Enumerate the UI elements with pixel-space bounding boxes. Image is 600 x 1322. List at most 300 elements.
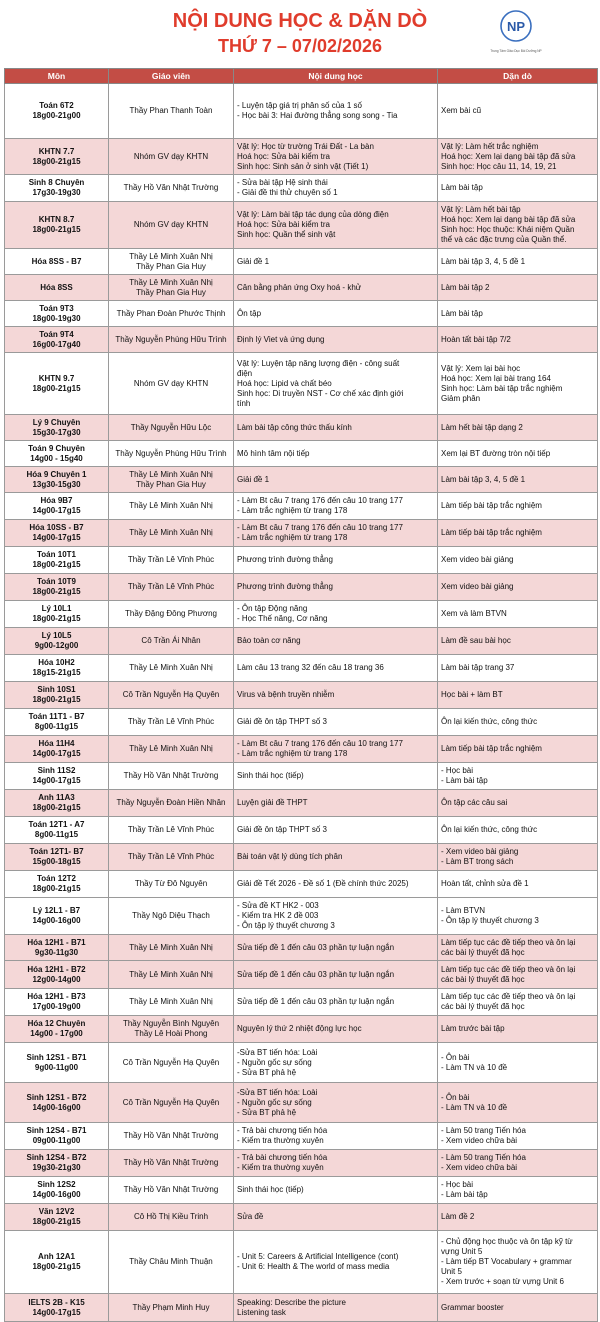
homework-cell [438,547,598,574]
subject-cell-line: Hóa 8SS - B7 [31,256,82,266]
content-cell-line: - Unit 5: Careers & Artificial Intelligence (cont) [237,1252,399,1261]
table-row [5,763,598,790]
table-row [5,249,598,275]
subject-cell-line: Sinh 8 Chuyên [28,178,85,187]
teacher-cell-line: Thầy Hồ Văn Nhật Trường [123,1131,219,1140]
teacher-cell [109,935,234,961]
content-cell-line: - Làm Bt câu 7 trang 176 đến câu 10 trang 177 [237,523,403,532]
subject-cell-line: Lý 10L5 [41,631,72,640]
subject-cell [5,327,109,353]
homework-cell [438,574,598,601]
teacher-cell-line: Thầy Nguyễn Bình Nguyên [122,1019,220,1028]
homework-cell-line: - Xem trước + soạn từ vựng Unit 6 [441,1277,564,1286]
content-cell-line: - Sửa BT phả hệ [237,1107,297,1117]
content-cell-line: Vật lý: Làm bài tập tác dụng của dòng điện [237,210,389,219]
subject-cell-line: 18g00-21g15 [32,225,81,234]
content-cell-line: điện [237,368,253,378]
subject-cell-line: 17g00-19g00 [32,1002,81,1011]
teacher-cell-line: Nhóm GV dạy KHTN [133,220,209,229]
homework-cell [438,898,598,935]
table-row [5,1043,598,1083]
subject-cell-line: Sinh 12S1 - B72 [26,1092,87,1102]
content-cell-line: -Sửa BT tiến hóa: Loài [237,1087,318,1097]
subject-cell-line: 18g15-21g15 [32,668,81,677]
subject-cell [5,493,109,520]
content-cell [234,574,438,601]
table-row [5,790,598,817]
subject-cell-line: 18g00-19g30 [32,313,81,323]
subject-cell [5,655,109,682]
subject-cell [5,989,109,1016]
content-cell [234,1043,438,1083]
table-row [5,520,598,547]
homework-cell-line: các bài lý thuyết đã học [441,974,525,984]
homework-cell-line: - Làm 50 trang Tiến hóa [441,1126,526,1135]
subject-cell-line: Hóa 12H1 - B72 [27,964,86,974]
subject-cell-line: Toán 12T2 [37,874,76,883]
subject-cell [5,601,109,628]
homework-cell [438,275,598,301]
teacher-cell [109,1083,234,1123]
subject-cell [5,1294,109,1322]
content-cell [234,736,438,763]
subject-cell-line: Anh 11A3 [38,793,75,802]
homework-cell [438,467,598,493]
teacher-cell [109,1043,234,1083]
homework-cell-line: Vật lý: Xem lại bài học [441,363,521,373]
subject-cell-line: 18g00-21g15 [32,587,81,596]
table-row [5,1016,598,1043]
schedule-table [4,68,598,1322]
homework-cell-line: Làm trước bài tập [441,1024,505,1033]
content-cell-line: Speaking: Describe the picture [237,1297,346,1307]
teacher-cell-line: Nhóm GV dạy KHTN [133,378,209,388]
homework-cell-line: Làm bài tập trang 37 [441,663,515,672]
homework-cell-line: Xem video bài giảng [441,582,514,591]
teacher-cell [109,871,234,898]
subject-cell-line: 12g00-14g00 [32,974,81,984]
subject-cell [5,871,109,898]
table-row [5,353,598,415]
table-row [5,139,598,175]
homework-cell-line: Xem và làm BTVN [441,609,507,618]
homework-cell-line: Hoá học: Xem lại bài trang 164 [441,373,551,383]
teacher-cell-line: Thầy Lê Minh Xuân Nhị [129,251,213,261]
content-cell-line: Listening task [237,1307,286,1317]
homework-cell-line: Hoá học: Xem lại dạng bài tập đã sửa [441,151,576,161]
subject-cell [5,1150,109,1177]
teacher-cell [109,682,234,709]
content-cell-line: Luyện giải đề THPT [237,798,308,807]
content-cell-line: Làm câu 13 trang 32 đến câu 18 trang 36 [237,663,384,672]
teacher-cell [109,202,234,249]
subject-cell [5,467,109,493]
content-cell [234,493,438,520]
subject-cell-line: Lý 12L1 - B7 [32,906,81,915]
subject-cell [5,301,109,327]
homework-cell [438,709,598,736]
subject-cell-line: Hóa 9 Chuyên 1 [26,469,87,479]
table-row [5,1204,598,1231]
table-row [5,1150,598,1177]
subject-cell-line: 9g30-11g30 [34,947,79,957]
content-cell-line: Sinh thái học (tiếp) [237,771,304,780]
content-cell [234,871,438,898]
teacher-cell-line: Cô Trần Nguyễn Hạ Quyên [122,690,220,699]
teacher-cell-line: Cô Trần Ái Nhân [141,636,201,645]
content-cell [234,547,438,574]
homework-cell-line: Grammar booster [441,1302,504,1312]
content-cell [234,844,438,871]
content-cell [234,655,438,682]
homework-cell [438,249,598,275]
teacher-cell [109,763,234,790]
teacher-cell [109,790,234,817]
homework-cell-line: các bài lý thuyết đã học [441,1002,525,1011]
content-cell [234,1016,438,1043]
subject-cell-line: 18g00-21g15 [32,156,81,166]
teacher-cell [109,655,234,682]
table-row [5,655,598,682]
subject-cell-line: 18g00-21g15 [32,560,81,569]
table-row [5,574,598,601]
teacher-cell [109,574,234,601]
content-cell-line: Cân bằng phản ứng Oxy hoá - khử [237,282,362,292]
table-row [5,275,598,301]
homework-cell-line: Sinh học: Làm bài tập trắc nghiệm [441,383,563,393]
teacher-cell-line: Thầy Phan Thanh Toàn [129,106,213,115]
subject-cell [5,844,109,871]
homework-cell-line: Xem bài cũ [441,106,482,115]
homework-cell-line: - Làm TN và 10 đề [441,1102,508,1112]
homework-cell [438,1294,598,1322]
subject-cell [5,817,109,844]
content-cell-line: - Làm trắc nghiệm từ trang 178 [237,749,348,758]
subject-cell [5,628,109,655]
table-row [5,467,598,493]
teacher-cell [109,1123,234,1150]
subject-cell-line: 14g00-17g15 [32,506,81,515]
homework-cell-line: Hoá học: Xem lại dạng bài tập đã sửa [441,215,576,224]
homework-cell-line: Làm bài tập 3, 4, 5 đề 1 [441,474,526,484]
homework-cell [438,327,598,353]
teacher-cell-line: Cô Trần Nguyễn Hạ Quyên [122,1097,220,1107]
teacher-cell-line: Thầy Trần Lê Vĩnh Phúc [127,825,215,834]
subject-cell-line: 18g00-21g15 [32,383,81,393]
homework-cell [438,1083,598,1123]
homework-cell [438,763,598,790]
teacher-cell-line: Thầy Hồ Văn Nhật Trường [123,1158,219,1167]
content-cell-line: - Nguồn gốc sự sống [237,1057,312,1067]
homework-cell-line: Xem video bài giảng [441,555,514,564]
table-header-row [5,69,598,84]
teacher-cell [109,84,234,139]
content-cell [234,790,438,817]
subject-cell-line: 14g00 - 17g00 [30,1029,83,1038]
homework-cell-line: Hoàn tất bài tập 7/2 [441,334,511,344]
table-row [5,301,598,327]
subject-cell-line: Hóa 10SS - B7 [29,523,84,532]
homework-cell-line: Vật lý: Làm hết bài tập [441,205,521,214]
content-cell-line: - Trả bài chương tiến hóa [237,1126,328,1135]
homework-cell-line: vựng Unit 5 [441,1247,483,1256]
teacher-cell-line: Thầy Phan Gia Huy [136,261,206,271]
homework-cell-line: Làm tiếp tục các đề tiếp theo và ôn lại [441,964,576,974]
page-title: NỘI DUNG HỌC & DẶN DÒ [172,10,428,32]
homework-cell [438,655,598,682]
subject-cell-line: Anh 12A1 [38,1252,75,1261]
homework-cell [438,628,598,655]
content-cell-line: - Giải đề thi thử chuyên số 1 [237,188,338,197]
teacher-cell [109,1204,234,1231]
subject-cell-line: Hóa 12H1 - B71 [27,937,86,947]
subject-cell-line: Lý 9 Chuyên [32,417,81,427]
homework-cell [438,736,598,763]
table-row [5,547,598,574]
teacher-cell-line: Thầy Nguyễn Đoàn Hiền Nhân [116,798,226,807]
content-cell-line: Mô hình tâm nội tiếp [237,448,310,458]
content-cell [234,961,438,989]
content-cell-line: Giải đề 1 [237,474,270,484]
subject-cell-line: Toán 9 Chuyên [28,443,85,453]
homework-cell-line: Làm tiếp bài tập trắc nghiệm [441,744,542,753]
content-cell [234,1231,438,1294]
subject-cell [5,1231,109,1294]
content-cell [234,989,438,1016]
content-cell-line: - Làm Bt câu 7 trang 176 đến câu 10 trang 177 [237,739,403,748]
content-cell-line: - Trả bài chương tiến hóa [237,1153,328,1162]
subject-cell [5,961,109,989]
homework-cell [438,1204,598,1231]
content-cell-line: Giải đề Tết 2026 - Đề số 1 (Đề chính thức 2025) [237,879,409,888]
content-cell-line: Phương trình đường thẳng [237,555,333,564]
teacher-cell-line: Thầy Từ Đô Nguyên [134,879,208,888]
teacher-cell [109,844,234,871]
teacher-cell-line: Thầy Trần Lê Vĩnh Phúc [127,852,215,861]
homework-cell-line: Ôn tập các câu sai [441,798,508,807]
teacher-cell [109,817,234,844]
teacher-cell [109,601,234,628]
homework-cell-line: - Xem video chữa bài [441,1163,518,1172]
content-cell-line: - Nguồn gốc sự sống [237,1097,312,1107]
subject-cell-line: Sinh 12S1 - B71 [26,1052,87,1062]
subject-cell-line: 13g30-15g30 [32,479,81,489]
subject-cell-line: Sinh 11S2 [37,766,76,775]
homework-cell-line: thể và các đặc trưng của Quần thể. [441,235,567,244]
homework-cell-line: - Làm bài tập [441,776,488,785]
page-header [0,0,600,68]
subject-cell [5,415,109,441]
teacher-cell-line: Thầy Ngô Diệu Thạch [132,911,210,920]
content-cell-line: - Làm Bt câu 7 trang 176 đến câu 10 trang 177 [237,496,403,505]
table-row [5,736,598,763]
subject-cell [5,1177,109,1204]
table-row [5,493,598,520]
subject-cell-line: Toán 9T4 [39,329,74,339]
homework-cell [438,601,598,628]
teacher-cell [109,1294,234,1322]
table-row [5,709,598,736]
homework-cell-line: Làm đề 2 [441,1212,475,1221]
homework-cell [438,493,598,520]
content-cell-line: Bài toán vật lý dùng tích phân [237,852,343,861]
homework-cell-line: Xem lại BT đường tròn nội tiếp [441,448,551,458]
subject-cell-line: 14g00-17g15 [32,749,81,758]
content-cell-line: Hoá học: Sửa bài kiểm tra [237,220,330,229]
content-cell-line: tính [237,398,251,408]
content-cell [234,682,438,709]
subject-cell-line: Văn 12V2 [38,1207,75,1216]
homework-cell [438,790,598,817]
teacher-cell [109,415,234,441]
table-row [5,441,598,467]
content-cell [234,84,438,139]
content-cell-line: - Luyện tập giá trị phân số của 1 số [237,101,362,110]
teacher-cell [109,520,234,547]
subject-cell-line: 18g00-21g00 [32,111,81,120]
subject-cell-line: Hóa 11H4 [38,739,75,748]
teacher-cell [109,1016,234,1043]
homework-cell [438,817,598,844]
table-row [5,935,598,961]
content-cell [234,935,438,961]
homework-cell [438,844,598,871]
content-cell-line: Giải đề 1 [237,256,270,266]
table-row [5,628,598,655]
teacher-cell [109,1150,234,1177]
table-row [5,601,598,628]
teacher-cell [109,493,234,520]
table-row [5,682,598,709]
homework-cell [438,520,598,547]
homework-cell-line: - Ôn bài [441,1052,470,1062]
teacher-cell [109,898,234,935]
subject-cell-line: 17g30-19g30 [32,188,81,197]
subject-cell [5,935,109,961]
content-cell-line: - Làm trắc nghiệm từ trang 178 [237,533,348,542]
content-cell-line: -Sửa BT tiến hóa: Loài [237,1047,318,1057]
homework-cell [438,871,598,898]
teacher-cell-line: Thầy Lê Minh Xuân Nhị [129,663,213,672]
teacher-cell-line: Thầy Lê Minh Xuân Nhị [129,997,213,1006]
subject-cell [5,1016,109,1043]
svg-text:NP: NP [506,19,526,34]
subject-cell [5,275,109,301]
teacher-cell-line: Thầy Lê Minh Xuân Nhị [129,969,213,979]
teacher-cell-line: Thầy Lê Hoài Phong [134,1029,208,1038]
subject-cell [5,898,109,935]
subject-cell-line: Toán 10T9 [37,577,76,586]
content-cell-line: - Kiểm tra thường xuyên [237,1163,324,1172]
content-cell [234,601,438,628]
homework-cell-line: - Ôn tập lý thuyết chương 3 [441,916,539,925]
teacher-cell [109,709,234,736]
teacher-cell [109,1231,234,1294]
homework-cell-line: - Làm bài tập [441,1190,488,1199]
content-cell [234,353,438,415]
svg-text:Trung Tâm Giáo Dục Bồi Dưỡng N: Trung Tâm Giáo Dục Bồi Dưỡng NP [490,49,542,53]
table-row [5,1123,598,1150]
center-logo [486,6,546,58]
homework-cell-line: Làm bài tập 3, 4, 5 đề 1 [441,256,526,266]
homework-cell-line: - Làm TN và 10 đề [441,1062,508,1072]
teacher-cell [109,327,234,353]
teacher-cell [109,467,234,493]
content-cell-line: Hoá học: Sửa bài kiểm tra [237,151,330,161]
content-cell-line: Phương trình đường thẳng [237,582,333,591]
subject-cell-line: Toán 12T1- B7 [29,847,84,856]
content-cell-line: - Sửa BT phả hệ [237,1067,297,1077]
homework-cell-line: - Làm 50 trang Tiến hóa [441,1153,526,1162]
column-header-teacher: Giáo viên [109,69,234,84]
homework-cell-line: Sinh học: Học thuộc: Khái niệm Quần [441,225,575,234]
subject-cell [5,249,109,275]
teacher-cell [109,441,234,467]
subject-cell-line: Sinh 12S4 - B71 [26,1126,87,1135]
subject-cell-line: Toán 12T1 - A7 [28,820,85,829]
subject-cell [5,520,109,547]
homework-cell-line: Làm bài tập 2 [441,282,490,292]
homework-cell-line: - Làm BT trong sách [441,857,514,866]
content-cell-line: Sinh học: Sinh sản ở sinh vật (Tiết 1) [237,161,369,171]
teacher-cell [109,628,234,655]
subject-cell [5,1123,109,1150]
subject-cell-line: Hóa 8SS [40,282,73,292]
teacher-cell [109,275,234,301]
subject-cell-line: 14g00-16g00 [32,1102,81,1112]
subject-cell-line: 18g00-21g15 [32,695,81,704]
homework-cell [438,441,598,467]
subject-cell-line: 8g00-11g15 [34,722,79,731]
subject-cell-line: 09g00-11g00 [32,1136,81,1145]
content-cell [234,1177,438,1204]
subject-cell-line: Sinh 12S4 - B72 [26,1153,87,1162]
teacher-cell-line: Thầy Nguyễn Phùng Hữu Trình [115,448,227,458]
homework-cell [438,1043,598,1083]
teacher-cell-line: Thầy Nguyễn Hữu Lộc [130,422,212,432]
homework-cell-line: Làm tiếp tục các đề tiếp theo và ôn lại [441,937,576,947]
content-cell-line: Sửa tiếp đề 1 đến câu 03 phần tự luận ngắn [237,969,395,979]
content-cell-line: Giải đề ôn tập THPT số 3 [237,825,327,834]
table-row [5,989,598,1016]
homework-cell-line: - Xem video bài giảng [441,847,519,856]
homework-cell-line: các bài lý thuyết đã học [441,947,525,957]
subject-cell [5,1043,109,1083]
homework-cell-line: - Làm BTVN [441,906,486,915]
content-cell-line: Sinh học: Quần thể sinh vật [237,230,336,239]
content-cell [234,249,438,275]
homework-cell-line: Hoàn tất, chỉnh sửa đề 1 [441,879,529,888]
subject-cell-line: KHTN 7.7 [38,146,75,156]
content-cell [234,441,438,467]
content-cell [234,628,438,655]
teacher-cell [109,961,234,989]
teacher-cell-line: Thầy Hồ Văn Nhật Trường [123,183,219,192]
homework-cell [438,989,598,1016]
homework-cell-line: - Làm tiếp BT Vocabulary + grammar [441,1257,572,1266]
column-header-homework: Dặn dò [438,69,598,84]
teacher-cell [109,175,234,202]
homework-cell-line: Làm tiếp tục các đề tiếp theo và ôn lại [441,992,576,1001]
subject-cell [5,682,109,709]
content-cell-line: Sinh học: Di truyền NST - Cơ chế xác định giới [237,388,404,398]
homework-cell [438,301,598,327]
subject-cell-line: Toán 11T1 - B7 [28,712,85,721]
subject-cell-line: Toán 6T2 [39,101,74,110]
subject-cell-line: 18g00-21g15 [32,803,81,812]
teacher-cell-line: Nhóm GV dạy KHTN [133,151,209,161]
subject-cell-line: 9g00-11g00 [34,1062,79,1072]
